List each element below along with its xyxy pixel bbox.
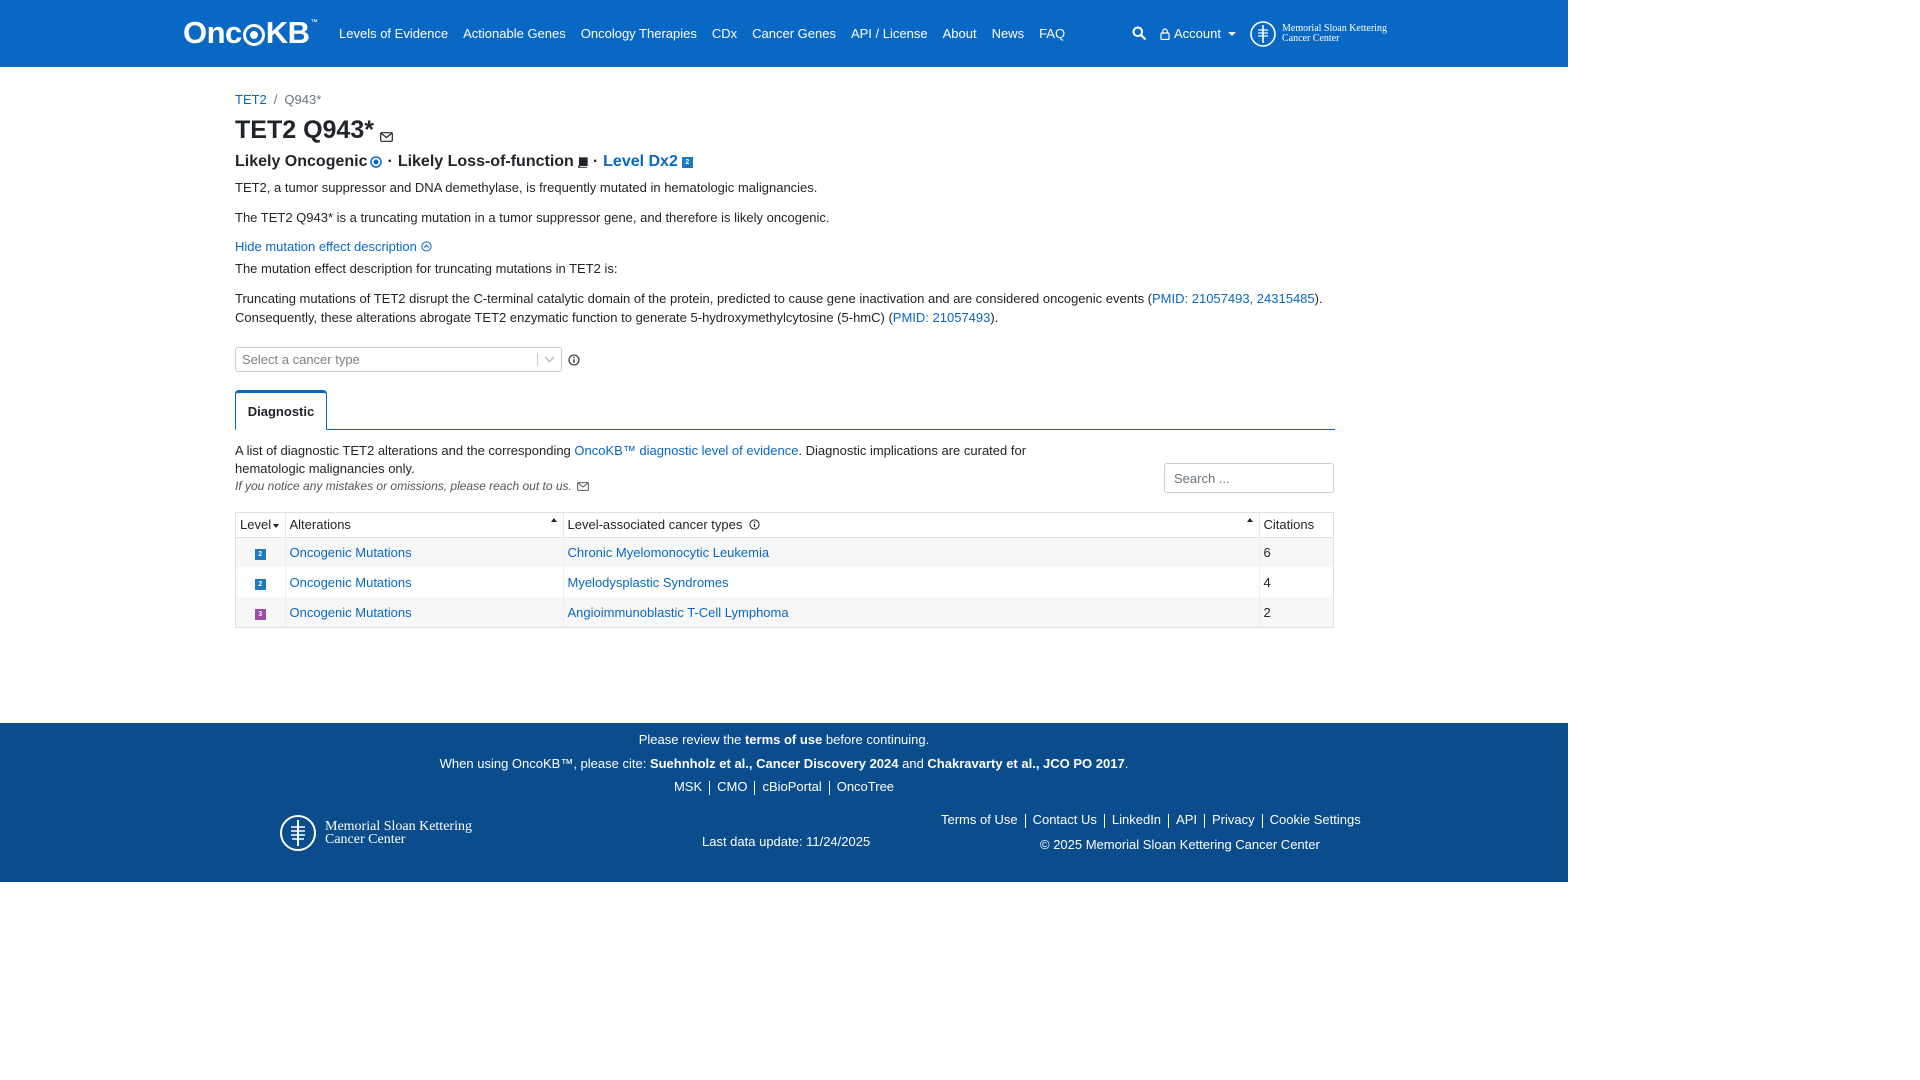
nav-links (339, 0, 1080, 67)
diagnostic-level-link[interactable]: OncoKB™ diagnostic level of evidence (574, 443, 799, 458)
terms-notice: Please review the terms of use before continuing. (638, 732, 930, 747)
alteration-link[interactable]: Oncogenic Mutations (289, 604, 412, 620)
account-label: Account (1174, 26, 1221, 41)
citations-count[interactable]: 2 (1259, 597, 1333, 627)
nav-link-cancer-genes[interactable]: Cancer Genes (752, 26, 836, 41)
select-placeholder: Select a cancer type (242, 352, 360, 367)
table-row (236, 537, 1333, 567)
envelope-icon[interactable] (380, 120, 393, 149)
nav-link-cdx[interactable]: CDx (711, 26, 738, 41)
table-header-row (236, 513, 1333, 537)
oncokb-logo[interactable]: Onc KB ™ (183, 15, 318, 50)
footer (0, 723, 1568, 882)
level-2-icon: 2 (255, 579, 266, 590)
footer-msk-logo[interactable]: Memorial Sloan Kettering Cancer Center (279, 812, 472, 854)
lock-icon (1160, 28, 1170, 40)
footer-link-oncotree[interactable]: OncoTree (836, 779, 895, 794)
info-icon[interactable] (568, 354, 580, 366)
copyright: © 2025 Memorial Sloan Kettering Cancer Center (1040, 837, 1320, 852)
pmid-link-1[interactable]: PMID: 21057493, 24315485 (1152, 291, 1315, 306)
mutation-effect-label: Likely Loss-of-function (397, 153, 574, 170)
main-content (235, 88, 1335, 628)
sort-asc-icon (1247, 518, 1253, 522)
terms-of-use-link[interactable]: terms of use (744, 732, 823, 747)
oncogenicity-label: Likely Oncogenic (235, 153, 368, 170)
table-row (236, 567, 1333, 597)
footer-link-privacy[interactable]: Privacy (1212, 812, 1255, 827)
sort-desc-icon (273, 524, 279, 528)
footer-link-contact[interactable]: Contact Us (1032, 812, 1097, 827)
variant-summary: The TET2 Q943* is a truncating mutation in a tumor suppressor gene, and therefore is likely oncogenic. (235, 210, 830, 225)
pmid-link-2[interactable]: PMID: 21057493 (892, 310, 991, 325)
variant-summary-line: Likely Oncogenic · Likely Loss-of-function · Level Dx2 2 (235, 150, 1335, 174)
effect-description: Truncating mutations of TET2 disrupt the C-terminal catalytic domain of the protein, predicted to cause gene inactivation and are considered oncogenic events (PMID: 21057493, 24315485). Consequently, these alterations abrogate TET2 enzymatic function to generate 5-hydroxymethylcytosine (5-hmC) (PMID: 21057493). (235, 291, 1323, 325)
nav-right (1132, 0, 1387, 67)
toggle-label[interactable]: Hide mutation effect description (235, 239, 417, 254)
column-header-alterations[interactable]: Alterations (285, 513, 563, 537)
nav-link-api-license[interactable]: API / License (850, 26, 928, 41)
column-header-cancer-types[interactable]: Level-associated cancer types (563, 513, 1259, 537)
logo-ring-icon (243, 24, 265, 46)
column-header-level[interactable]: Level (236, 513, 285, 537)
top-navbar (0, 0, 1568, 67)
table-search-input[interactable] (1164, 463, 1334, 493)
alteration-link[interactable]: Oncogenic Mutations (289, 544, 412, 560)
level-badge-icon: 2 (682, 157, 693, 168)
citation-link-2[interactable]: Chakravarty et al., JCO PO 2017 (927, 756, 1125, 771)
msk-emblem-icon (279, 812, 317, 854)
nav-link-levels-of-evidence[interactable]: Levels of Evidence (339, 26, 449, 41)
last-data-update: Last data update: 11/24/2025 (702, 834, 871, 849)
table-row (236, 597, 1333, 627)
citation-notice: When using OncoKB™, please cite: Suehnholz et al., Cancer Discovery 2024 and Chakravarty et al., JCO PO 2017. (439, 756, 1129, 771)
citations-count[interactable]: 6 (1259, 537, 1333, 567)
breadcrumb-alteration: Q943* (284, 91, 322, 107)
breadcrumb-gene-link[interactable]: TET2 (235, 91, 267, 107)
nav-link-about[interactable]: About (942, 26, 977, 41)
footer-resource-links (0, 779, 1568, 795)
footer-link-cmo[interactable]: CMO (717, 779, 748, 794)
account-dropdown[interactable] (1160, 26, 1236, 41)
diagnostic-description: A list of diagnostic TET2 alterations and the corresponding OncoKB™ diagnostic level of evidence. Diagnostic implications are curated for hematologic malignancies only. (235, 443, 1027, 476)
effect-intro: The mutation effect description for truncating mutations in TET2 is: (235, 261, 618, 276)
level-3-icon: 3 (255, 609, 266, 620)
level-link[interactable]: Level Dx2 (603, 153, 678, 170)
level-2-icon: 2 (255, 549, 266, 560)
footer-link-cbioportal[interactable]: cBioPortal (762, 779, 822, 794)
citation-link-1[interactable]: Suehnholz et al., Cancer Discovery 2024 (649, 756, 899, 771)
sort-asc-icon (551, 518, 557, 522)
gene-summary: TET2, a tumor suppressor and DNA demethylase, is frequently mutated in hematologic malignancies. (235, 180, 818, 195)
nav-link-faq[interactable]: FAQ (1039, 26, 1066, 41)
msk-logo[interactable]: Memorial Sloan Kettering Cancer Center (1250, 20, 1387, 48)
feedback-note: If you notice any mistakes or omissions, please reach out to us. (235, 479, 1335, 493)
cancer-type-link[interactable]: Myelodysplastic Syndromes (567, 574, 729, 590)
cancer-type-select[interactable] (235, 347, 562, 372)
page-title: TET2 Q943* (235, 115, 374, 144)
tab-diagnostic[interactable]: Diagnostic (235, 390, 327, 430)
alteration-link[interactable]: Oncogenic Mutations (289, 574, 412, 590)
footer-legal-links (941, 812, 1368, 828)
cancer-type-filter-row (235, 347, 1335, 372)
envelope-icon[interactable] (577, 482, 589, 491)
nav-link-actionable-genes[interactable]: Actionable Genes (463, 26, 566, 41)
footer-link-msk[interactable]: MSK (673, 779, 703, 794)
footer-link-cookie-settings[interactable]: Cookie Settings (1269, 812, 1361, 827)
search-icon[interactable] (1132, 26, 1148, 42)
diagnostic-table (235, 512, 1334, 628)
chevron-down-icon (1228, 32, 1236, 36)
cancer-type-link[interactable]: Angioimmunoblastic T-Cell Lymphoma (567, 604, 789, 620)
column-header-citations[interactable]: Citations (1259, 513, 1333, 537)
info-icon[interactable] (749, 519, 760, 530)
footer-link-api[interactable]: API (1176, 812, 1198, 827)
chevron-down-icon (544, 356, 555, 363)
citations-count[interactable]: 4 (1263, 574, 1271, 590)
nav-link-news[interactable]: News (991, 26, 1025, 41)
footer-link-terms[interactable]: Terms of Use (941, 812, 1018, 827)
footer-link-linkedin[interactable]: LinkedIn (1111, 812, 1162, 827)
oncogenic-icon (370, 156, 382, 168)
book-icon (577, 157, 588, 168)
implication-tabs (235, 390, 1335, 430)
breadcrumb: TET2 / Q943* (235, 91, 322, 107)
cancer-type-link[interactable]: Chronic Myelomonocytic Leukemia (567, 544, 770, 560)
msk-emblem-icon (1250, 20, 1276, 48)
mutation-effect-toggle[interactable] (235, 239, 1335, 254)
nav-link-oncology-therapies[interactable]: Oncology Therapies (580, 26, 697, 41)
page-title-row (235, 114, 1335, 146)
chevron-up-circle-icon (421, 241, 432, 252)
diagnostic-intro (235, 442, 1335, 506)
